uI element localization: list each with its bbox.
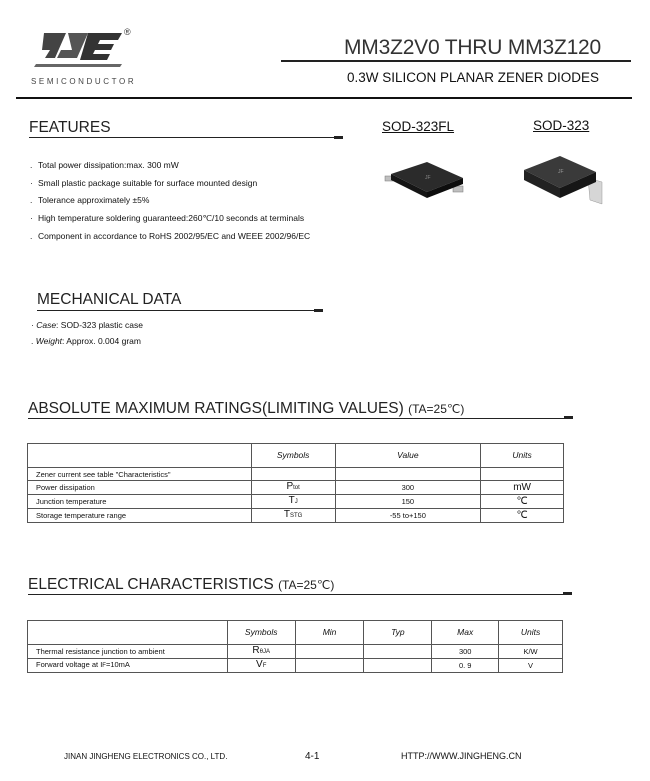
document-subtitle: 0.3W SILICON PLANAR ZENER DIODES: [347, 70, 600, 85]
table-header-cell: Typ: [364, 621, 432, 645]
table-cell: K/W: [499, 645, 563, 659]
electrical-title: ELECTRICAL CHARACTERISTICS (TA=25℃): [28, 576, 335, 593]
table-row: [28, 645, 563, 659]
table-cell: ℃: [481, 509, 564, 523]
table-cell: ℃: [481, 495, 564, 509]
table-cell: [295, 645, 364, 659]
table-cell: 300: [432, 645, 499, 659]
company-logo: [30, 30, 130, 70]
table-cell: Power dissipation: [28, 481, 252, 495]
electrical-table: [27, 620, 563, 673]
table-header-cell: Units: [499, 621, 563, 645]
table-header-cell: Units: [481, 444, 564, 468]
package-label-sod323: SOD-323: [533, 118, 590, 133]
mechanical-title: MECHANICAL DATA: [37, 291, 182, 308]
table-cell: Ptot: [251, 481, 335, 495]
mechanical-item-case: · Case: SOD-323 plastic case: [31, 320, 143, 330]
table-cell: 0. 9: [432, 659, 499, 673]
package-label-sod323fl: SOD-323FL: [382, 119, 455, 134]
feature-item: . Component in accordance to RoHS 2002/95/EC and WEEE 2002/96/EC: [30, 231, 311, 241]
title-rule: [281, 60, 631, 62]
table-row: [28, 481, 564, 495]
ratings-table: [27, 443, 564, 523]
table-cell: -55 to+150: [335, 509, 481, 523]
table-cell: VF: [227, 659, 295, 673]
mechanical-item-weight: . Weight: Approx. 0.004 gram: [31, 336, 141, 346]
svg-text:JF: JF: [425, 175, 431, 181]
sod323-package-image: [518, 148, 610, 210]
svg-text:JF: JF: [558, 169, 564, 175]
table-cell: V: [499, 659, 563, 673]
table-header-cell: Symbols: [227, 621, 295, 645]
table-row: [28, 495, 564, 509]
table-row: [28, 659, 563, 673]
table-header-cell: [28, 621, 228, 645]
table-header-cell: Max: [432, 621, 499, 645]
table-cell: mW: [481, 481, 564, 495]
table-header-row: [28, 444, 564, 468]
sod323fl-package-image: [383, 148, 473, 208]
table-header-cell: Symbols: [251, 444, 335, 468]
features-title: FEATURES: [29, 119, 111, 136]
table-cell: Forward voltage at IF=10mA: [28, 659, 228, 673]
table-cell: [295, 659, 364, 673]
part-title: MM3Z2V0 THRU MM3Z120: [344, 36, 602, 59]
table-cell: Thermal resistance junction to ambient: [28, 645, 228, 659]
brand-subtitle: SEMICONDUCTOR: [31, 77, 137, 86]
table-header-row: [28, 621, 563, 645]
feature-item: · High temperature soldering guaranteed:260℃/10 seconds at terminals: [30, 213, 305, 223]
feature-item: · Small plastic package suitable for surface mounted design: [30, 178, 258, 188]
header-rule: [16, 97, 632, 99]
registered-mark: ®: [124, 27, 131, 37]
footer-page-number: 4-1: [305, 751, 320, 762]
features-rule: [29, 137, 334, 138]
table-header-cell: Min: [295, 621, 364, 645]
ratings-title: ABSOLUTE MAXIMUM RATINGS(LIMITING VALUES) (TA=25℃): [28, 400, 465, 417]
table-cell: [251, 468, 335, 481]
ratings-rule: [28, 418, 564, 419]
table-cell: Junction temperature: [28, 495, 252, 509]
table-row: [28, 468, 564, 481]
mechanical-rule-block: [314, 309, 323, 312]
table-cell: [481, 468, 564, 481]
table-header-cell: [28, 444, 252, 468]
table-row: [28, 509, 564, 523]
table-cell: [335, 468, 481, 481]
features-rule-block: [334, 136, 343, 139]
table-cell: TSTG: [251, 509, 335, 523]
mechanical-rule: [37, 310, 314, 311]
table-cell: TJ: [251, 495, 335, 509]
footer-company: JINAN JINGHENG ELECTRONICS CO., LTD.: [64, 752, 228, 761]
footer-url[interactable]: HTTP://WWW.JINGHENG.CN: [401, 751, 522, 761]
table-cell: Zener current see table "Characteristics": [28, 468, 252, 481]
table-cell: [364, 659, 432, 673]
electrical-rule: [28, 594, 563, 595]
table-cell: 300: [335, 481, 481, 495]
ratings-rule-block: [564, 416, 573, 419]
table-cell: Storage temperature range: [28, 509, 252, 523]
table-cell: [364, 645, 432, 659]
table-cell: RθJA: [227, 645, 295, 659]
feature-item: . Total power dissipation:max. 300 mW: [30, 160, 179, 170]
feature-item: . Tolerance approximately ±5%: [30, 195, 150, 205]
table-cell: 150: [335, 495, 481, 509]
table-header-cell: Value: [335, 444, 481, 468]
electrical-rule-block: [563, 592, 572, 595]
